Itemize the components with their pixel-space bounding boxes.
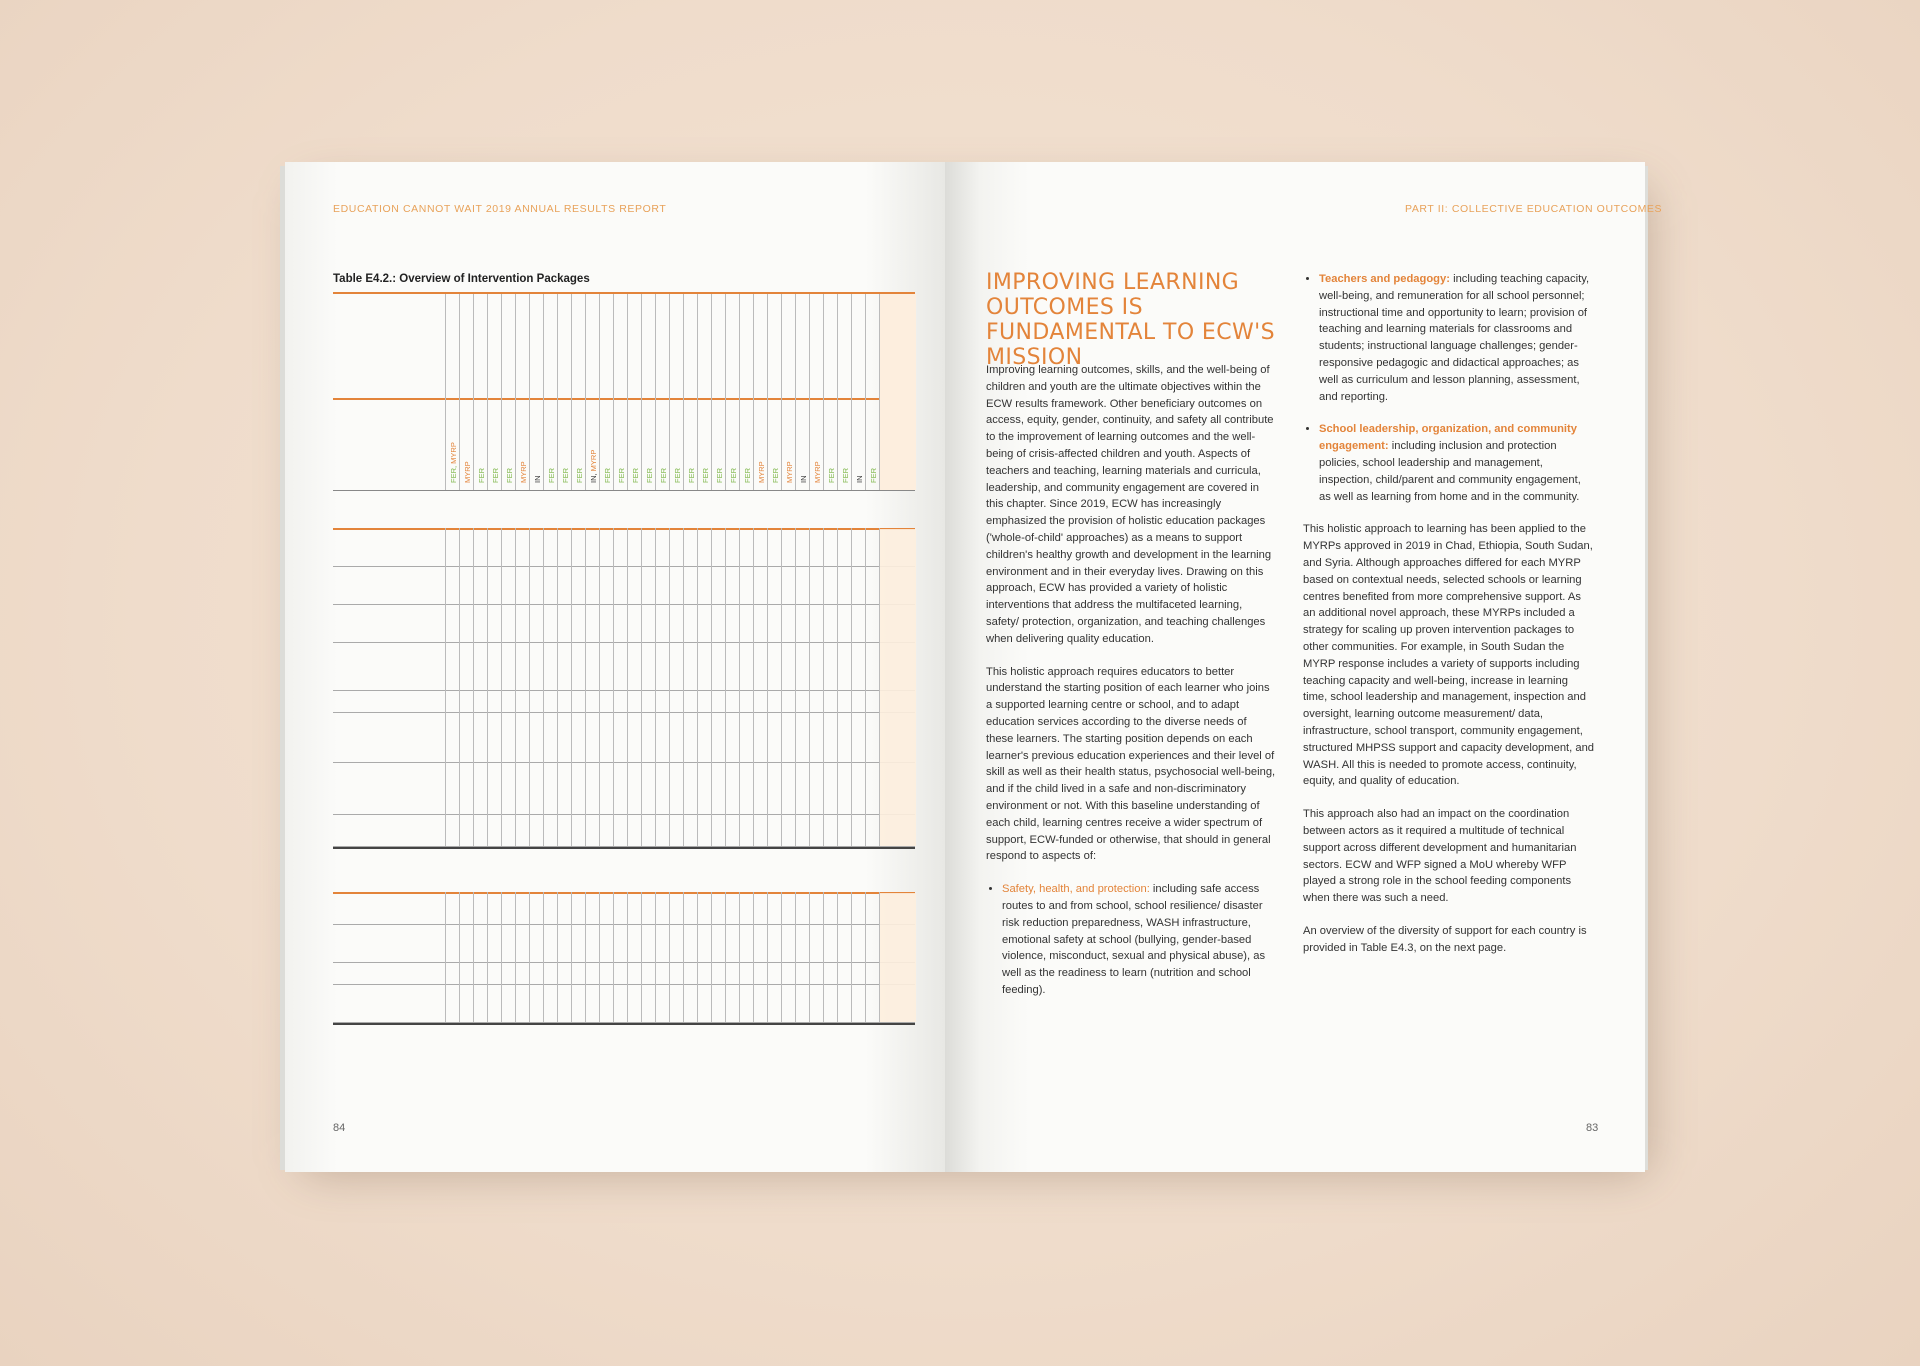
column-separator — [543, 892, 544, 1022]
row-rule — [333, 762, 915, 763]
grant-type-in: IN — [533, 475, 542, 483]
column-separator — [739, 294, 740, 490]
column-separator — [557, 892, 558, 1022]
section-rule — [333, 892, 915, 894]
column-separator — [445, 294, 446, 490]
column-separator — [781, 528, 782, 846]
column-separator — [725, 892, 726, 1022]
column-separator — [529, 892, 530, 1022]
grant-type — [813, 461, 822, 483]
column-separator — [711, 528, 712, 846]
column-separator — [445, 528, 446, 846]
column-separator — [767, 528, 768, 846]
bullet-lead: School leadership, organization, and community engagement: — [1319, 423, 1577, 453]
grant-type — [617, 468, 626, 483]
column-separator — [501, 892, 502, 1022]
grant-type — [561, 468, 570, 483]
column-separator — [585, 892, 586, 1022]
column-separator — [711, 294, 712, 490]
grant-type-myrp: MYRP — [589, 449, 598, 472]
total-column-bg — [880, 529, 916, 846]
column-separator — [739, 528, 740, 846]
grant-type-myrp: MYRP — [757, 461, 766, 483]
bullet-list — [986, 881, 1276, 999]
grant-type — [855, 476, 864, 484]
grant-type — [631, 468, 640, 483]
paragraph: This approach also had an impact on the coordination between actors as it required a multitude of technical support across different development and humanitarian sectors. ECW and WFP signed a MoU whereby WFP played a strong role in the school feeding components when there was such a need. — [1303, 808, 1577, 905]
grant-type — [575, 468, 584, 483]
total-column-bg — [880, 893, 916, 1022]
grant-type — [645, 468, 654, 483]
column-separator — [697, 294, 698, 490]
grant-type — [771, 468, 780, 483]
grant-type-myrp: MYRP — [449, 442, 458, 464]
column-separator — [809, 528, 810, 846]
column-separator — [865, 528, 866, 846]
grant-type — [659, 468, 668, 483]
grant-type — [533, 476, 542, 484]
column-separator — [487, 294, 488, 490]
grant-type-fer: FER — [869, 468, 878, 483]
grant-type — [519, 461, 528, 483]
column-separator — [697, 528, 698, 846]
section-bottom-rule — [333, 847, 915, 849]
column-separator — [669, 892, 670, 1022]
paragraph: Improving learning outcomes, skills, and the well-being of children and youth are the ultimate objectives within the ECW results framework. Other beneficiary outcomes on access, equity, gender, continuity, and safety all contribute to the improvement of learning outcomes and the well-being of crisis-affected children and youth. Aspects of teachers and teaching, learning materials and curricula, leadership, and community engagement are covered in this chapter. Since 2019, ECW has increasingly emphasized the provision of holistic education packages ('whole-of-child' approaches) as a means to support children's healthy growth and development in the learning environment and in their everyday lives. Drawing on this approach, ECW has provided a variety of holistic interventions that address the multifaceted learning, safety/ protection, organization, and teaching challenges when delivering quality education. — [986, 364, 1274, 645]
column-separator — [683, 528, 684, 846]
grant-type-fer: FER — [673, 468, 682, 483]
grant-type-fer: FER — [477, 468, 486, 483]
column-separator — [627, 528, 628, 846]
column-separator — [823, 294, 824, 490]
grant-type — [687, 468, 696, 483]
column-separator — [739, 892, 740, 1022]
left-page — [285, 162, 945, 1172]
column-separator — [599, 294, 600, 490]
grant-type — [547, 468, 556, 483]
section-heading: IMPROVING LEARNING OUTCOMES IS FUNDAMENTAL TO ECW'S MISSION — [986, 270, 1275, 370]
grant-type-fer: FER — [491, 468, 500, 483]
column-separator — [473, 294, 474, 490]
column-separator — [585, 528, 586, 846]
right-column-2 — [1303, 271, 1595, 972]
grant-type — [869, 468, 878, 483]
grant-type-fer: FER — [575, 468, 584, 483]
column-separator — [459, 294, 460, 490]
column-separator — [515, 294, 516, 490]
column-separator — [501, 294, 502, 490]
column-separator — [655, 294, 656, 490]
row-rule — [333, 690, 915, 691]
grant-type-fer: FER — [505, 468, 514, 483]
bullet-lead: Safety, health, and protection: — [1002, 883, 1150, 896]
row-rule — [333, 712, 915, 713]
column-separator — [529, 294, 530, 490]
row-rule — [333, 566, 915, 567]
grant-type-fer: FER — [729, 468, 738, 483]
bullet-lead: Teachers and pedagogy: — [1319, 273, 1450, 285]
bullet-item — [1319, 421, 1595, 505]
grant-type-fer: FER — [827, 468, 836, 483]
bullet-item — [1002, 881, 1276, 999]
grant-type — [757, 461, 766, 483]
column-separator — [683, 294, 684, 490]
column-separator — [641, 892, 642, 1022]
column-separator — [473, 892, 474, 1022]
row-rule — [333, 814, 915, 815]
column-separator — [879, 892, 880, 1022]
column-separator — [767, 892, 768, 1022]
paragraph: An overview of the diversity of support for each country is provided in Table E4.3, on the next page. — [1303, 924, 1587, 954]
column-separator — [697, 892, 698, 1022]
column-separator — [669, 294, 670, 490]
column-separator — [585, 294, 586, 490]
column-separator — [627, 294, 628, 490]
column-separator — [823, 892, 824, 1022]
table-title: Table E4.2.: Overview of Intervention Packages — [333, 273, 590, 285]
grant-type-myrp: MYRP — [813, 461, 822, 483]
grant-type-in: IN — [855, 475, 864, 483]
left-running-head: EDUCATION CANNOT WAIT 2019 ANNUAL RESULTS REPORT — [333, 203, 667, 215]
grant-type-fer: FER — [547, 468, 556, 483]
section-rule — [333, 528, 915, 530]
grant-type — [477, 468, 486, 483]
row-rule — [333, 924, 915, 925]
column-separator — [613, 294, 614, 490]
right-page-number: 83 — [1586, 1122, 1599, 1134]
right-column-1 — [986, 362, 1276, 1015]
table-top-rule — [333, 292, 915, 294]
grant-type — [673, 468, 682, 483]
grant-type — [449, 442, 458, 483]
column-separator — [753, 892, 754, 1022]
column-separator — [711, 892, 712, 1022]
grant-type-fer: FER — [645, 468, 654, 483]
column-separator — [837, 294, 838, 490]
column-separator — [543, 294, 544, 490]
column-separator — [753, 294, 754, 490]
column-separator — [725, 294, 726, 490]
column-separator — [641, 528, 642, 846]
column-separator — [613, 892, 614, 1022]
row-rule — [333, 984, 915, 985]
column-separator — [837, 528, 838, 846]
grant-type — [589, 450, 598, 483]
grant-type-fer: FER — [841, 468, 850, 483]
grant-type-fer: FER — [561, 468, 570, 483]
column-separator — [725, 528, 726, 846]
grant-type-myrp: MYRP — [785, 461, 794, 483]
column-separator — [879, 294, 880, 490]
grant-type-fer: FER — [617, 468, 626, 483]
column-separator — [599, 528, 600, 846]
bullet-list — [1303, 271, 1595, 505]
column-separator — [795, 294, 796, 490]
grant-type-in: IN — [799, 475, 808, 483]
column-separator — [669, 528, 670, 846]
column-separator — [851, 294, 852, 490]
column-separator — [781, 294, 782, 490]
column-separator — [795, 528, 796, 846]
table-mid-rule — [333, 398, 915, 400]
grant-type — [841, 468, 850, 483]
bullet-text: including inclusion and protection policies, school leadership and management, inspection, child/parent and community engagement, as well as learning from home and in the community. — [1319, 440, 1581, 503]
grant-type-fer: FER — [771, 468, 780, 483]
column-separator — [557, 294, 558, 490]
column-separator — [655, 892, 656, 1022]
column-separator — [571, 294, 572, 490]
column-separator — [599, 892, 600, 1022]
grant-type — [743, 468, 752, 483]
column-separator — [753, 528, 754, 846]
grant-type — [603, 468, 612, 483]
grant-type — [463, 461, 472, 483]
table-grant-rule — [333, 490, 915, 491]
total-column-bg — [880, 294, 916, 490]
column-separator — [781, 892, 782, 1022]
grant-type-fer: FER — [715, 468, 724, 483]
column-separator — [515, 528, 516, 846]
column-separator — [487, 528, 488, 846]
grant-type-myrp: MYRP — [519, 461, 528, 483]
grant-type — [701, 468, 710, 483]
column-separator — [837, 892, 838, 1022]
grant-type-myrp: MYRP — [463, 461, 472, 483]
grant-type — [799, 476, 808, 484]
grant-type — [491, 468, 500, 483]
column-separator — [851, 528, 852, 846]
bullet-text: including teaching capacity, well-being, and remuneration for all school personnel; instructional time and opportunity to learn; provision of teaching and learning materials for classrooms and students; instructional language challenges; gender-responsive pedagogic and didactical approaches; as well as curriculum and lesson planning, assessment, and reporting. — [1319, 273, 1590, 403]
paragraph: This holistic approach to learning has been applied to the MYRPs approved in 2019 in Chad, Ethiopia, South Sudan, and Syria. Although approaches differed for each MYRP based on contextual needs, selected schools or learning centres benefited from more comprehensive support. As an additional novel approach, these MYRPs included a strategy for scaling up proven intervention packages to other communities. For example, in South Sudan the MYRP response includes a variety of supports including teaching capacity and well-being, increase in learning time, school leadership and management, inspection and oversight, learning outcome measurement/ data, infrastructure, school transport, community engagement, structured MHPSS support and capacity development, and WASH. All this is needed to promote access, continuity, equity, and quality of education. — [1303, 523, 1595, 788]
column-separator — [809, 892, 810, 1022]
column-separator — [865, 294, 866, 490]
grant-type — [505, 468, 514, 483]
grant-type — [785, 461, 794, 483]
column-separator — [571, 892, 572, 1022]
row-rule — [333, 962, 915, 963]
left-page-number: 84 — [333, 1122, 346, 1134]
column-separator — [487, 892, 488, 1022]
column-separator — [795, 892, 796, 1022]
bullet-item — [1319, 271, 1595, 405]
grant-type-fer: FER — [743, 468, 752, 483]
column-separator — [823, 528, 824, 846]
column-separator — [543, 528, 544, 846]
grant-type-fer: FER — [687, 468, 696, 483]
grant-type-fer: FER — [659, 468, 668, 483]
bullet-text: including safe access routes to and from school, school resilience/ disaster risk reduction preparedness, WASH infrastructure, emotional safety at school (bullying, gender-based violence, misconduct, sexual and physical abuse), as well as the readiness to learn (nutrition and school feeding). — [1002, 883, 1266, 996]
row-rule — [333, 642, 915, 643]
grant-type-fer: FER, — [449, 463, 458, 483]
column-separator — [851, 892, 852, 1022]
column-separator — [459, 892, 460, 1022]
column-separator — [683, 892, 684, 1022]
column-separator — [767, 294, 768, 490]
row-rule — [333, 604, 915, 605]
right-running-head: PART II: COLLECTIVE EDUCATION OUTCOMES — [1405, 203, 1663, 215]
grant-type-fer: FER — [701, 468, 710, 483]
column-separator — [445, 892, 446, 1022]
column-separator — [879, 528, 880, 846]
column-separator — [865, 892, 866, 1022]
grant-type — [729, 468, 738, 483]
paragraph: This holistic approach requires educators to better understand the starting position of each learner who joins a supported learning centre or school, and to adapt education services according to the diverse needs of these learners. The starting position depends on each learner's previous education experiences and their level of skill as well as their health status, psychosocial well-being, and if the child lived in a safe and non-discriminatory environment or not. With this baseline understanding of each child, learning centres receive a wider spectrum of support, ECW-funded or otherwise, that should in general respond to aspects of: — [986, 665, 1276, 863]
section-bottom-rule — [333, 1023, 915, 1025]
grant-type — [827, 468, 836, 483]
column-separator — [809, 294, 810, 490]
grant-type-in: IN, — [589, 471, 598, 483]
column-separator — [641, 294, 642, 490]
column-separator — [473, 528, 474, 846]
column-separator — [571, 528, 572, 846]
column-separator — [459, 528, 460, 846]
column-separator — [613, 528, 614, 846]
column-separator — [529, 528, 530, 846]
column-separator — [515, 892, 516, 1022]
grant-type-fer: FER — [631, 468, 640, 483]
column-separator — [627, 892, 628, 1022]
grant-type — [715, 468, 724, 483]
column-separator — [655, 528, 656, 846]
column-separator — [557, 528, 558, 846]
column-separator — [501, 528, 502, 846]
grant-type-fer: FER — [603, 468, 612, 483]
